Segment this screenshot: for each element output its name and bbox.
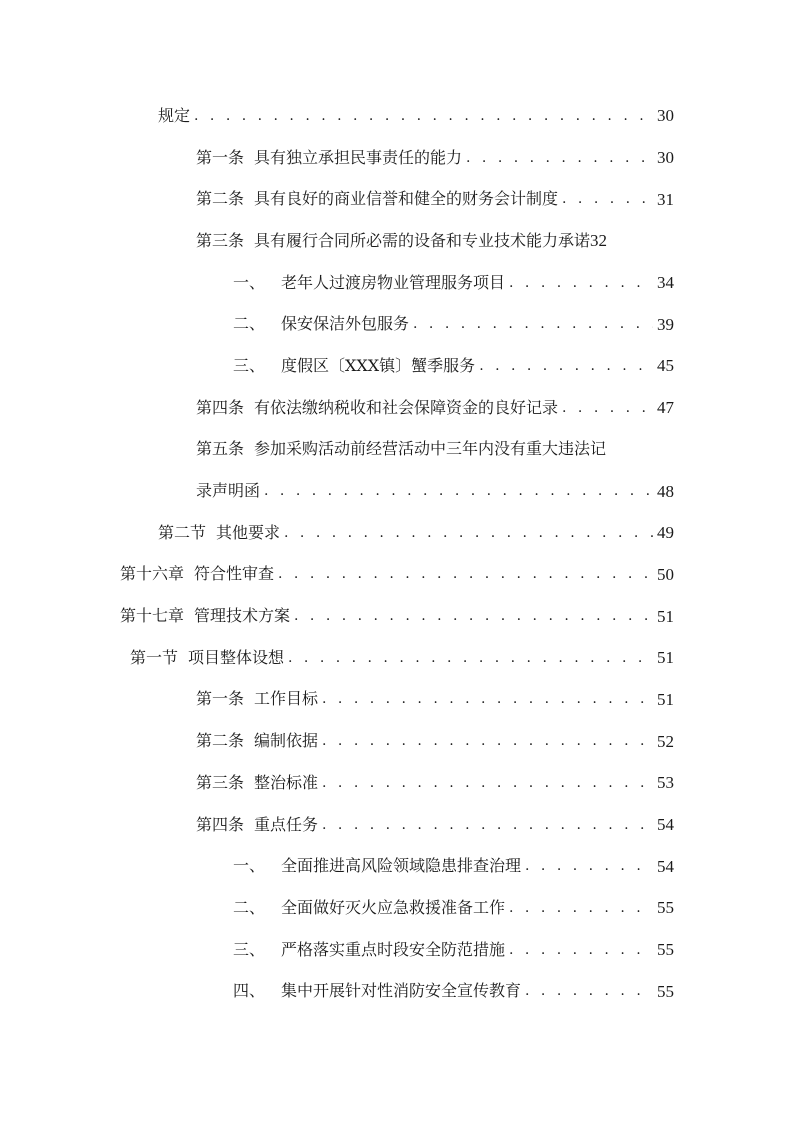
dot-leader <box>322 734 653 748</box>
toc-entry-title: 第十六章 符合性审查 <box>120 564 275 584</box>
toc-page-number: 51 <box>657 606 674 626</box>
toc-entry[interactable] <box>0 387 793 429</box>
toc-entry-title: 第三条 整治标准 <box>196 772 319 792</box>
toc-entry-title: 录声明函 <box>196 481 261 501</box>
toc-page-number: 31 <box>657 189 674 209</box>
toc-entry-title: 第十七章 管理技术方案 <box>120 606 291 626</box>
toc-entry[interactable] <box>0 929 793 971</box>
toc-entry-title: 第二条 编制依据 <box>196 731 319 751</box>
dot-leader <box>525 859 653 873</box>
toc-entry-title: 第五条 参加采购活动前经营活动中三年内没有重大违法记 <box>196 439 607 459</box>
toc-page-number: 53 <box>657 773 674 793</box>
toc-entry-title: 三、 度假区〔XXX镇〕蟹季服务 <box>233 355 476 375</box>
toc-entry-number: 第三条 <box>196 772 245 792</box>
dot-leader <box>322 692 653 706</box>
toc-entry-title: 第二条 具有良好的商业信誉和健全的财务会计制度 <box>196 189 559 209</box>
toc-entry-number: 第五条 <box>196 439 245 459</box>
toc-entry-title: 第一节 项目整体设想 <box>130 647 285 667</box>
toc-entry-number: 第二条 <box>196 731 245 751</box>
dot-leader <box>288 651 653 665</box>
toc-entry[interactable] <box>0 720 793 762</box>
toc-entry-number: 第一条 <box>196 147 245 167</box>
toc-page-number: 55 <box>657 898 674 918</box>
toc-entry-number: 第四条 <box>196 814 245 834</box>
toc-entry-number: 第一节 <box>130 647 179 667</box>
toc-entry-title: 第三条 具有履行合同所必需的设备和专业技术能力承诺 <box>196 230 591 250</box>
toc-entry[interactable] <box>0 845 793 887</box>
toc-page-number: 45 <box>657 356 674 376</box>
toc-entry[interactable] <box>0 429 793 471</box>
dot-leader <box>509 943 653 957</box>
dot-leader <box>509 276 653 290</box>
toc-entry-title: 二、 全面做好灭火应急救援准备工作 <box>233 897 506 917</box>
toc-entry-number: 四、 <box>233 981 266 1001</box>
dot-leader <box>294 609 653 623</box>
toc-page-number: 55 <box>657 981 674 1001</box>
toc-entry[interactable] <box>0 679 793 721</box>
dot-leader <box>284 526 653 540</box>
toc-entry[interactable] <box>0 637 793 679</box>
toc-entry[interactable] <box>0 804 793 846</box>
dot-leader <box>466 151 653 165</box>
toc-entry-title: 三、 严格落实重点时段安全防范措施 <box>233 939 506 959</box>
toc-page-number: 55 <box>657 940 674 960</box>
toc-page-number: 50 <box>657 564 674 584</box>
table-of-contents <box>0 95 793 1012</box>
toc-entry-title: 一、 全面推进高风险领域隐患排查治理 <box>233 856 522 876</box>
toc-entry-number: 一、 <box>233 272 266 292</box>
toc-page-number: 51 <box>657 648 674 668</box>
toc-entry[interactable] <box>0 95 793 137</box>
toc-page-number: 54 <box>657 815 674 835</box>
toc-entry[interactable] <box>0 512 793 554</box>
toc-entry-number: 第二条 <box>196 189 245 209</box>
toc-entry-number: 第一条 <box>196 689 245 709</box>
toc-entry-title: 第四条 重点任务 <box>196 814 319 834</box>
toc-page-number: 34 <box>657 273 674 293</box>
toc-page-number: 30 <box>657 148 674 168</box>
toc-entry[interactable] <box>0 762 793 804</box>
dot-leader <box>194 109 653 123</box>
dot-leader <box>509 901 653 915</box>
toc-entry-number: 二、 <box>233 897 266 917</box>
toc-page-number: 54 <box>657 856 674 876</box>
toc-entry-title: 规定 <box>158 105 191 125</box>
toc-entry-number: 三、 <box>233 355 266 375</box>
toc-page-number: 49 <box>657 523 674 543</box>
dot-leader <box>479 359 653 373</box>
toc-page-number: 30 <box>657 106 674 126</box>
toc-entry-number: 一、 <box>233 856 266 876</box>
toc-entry-title: 四、 集中开展针对性消防安全宣传教育 <box>233 981 522 1001</box>
toc-page-number: 51 <box>657 689 674 709</box>
dot-leader <box>322 818 653 832</box>
toc-entry-number: 第十七章 <box>120 606 185 626</box>
toc-entry[interactable] <box>0 220 793 262</box>
toc-entry-title: 二、 保安保洁外包服务 <box>233 314 410 334</box>
toc-entry[interactable] <box>0 262 793 304</box>
toc-entry[interactable] <box>0 345 793 387</box>
toc-page-number: 52 <box>657 731 674 751</box>
toc-entry[interactable] <box>0 137 793 179</box>
toc-page-number: 47 <box>657 398 674 418</box>
toc-page-number: 32 <box>590 231 608 251</box>
dot-leader <box>322 776 653 790</box>
toc-entry-number: 第四条 <box>196 397 245 417</box>
dot-leader <box>413 317 653 331</box>
dot-leader <box>278 567 653 581</box>
toc-entry[interactable] <box>0 887 793 929</box>
toc-entry-number: 第十六章 <box>120 564 185 584</box>
dot-leader <box>562 401 653 415</box>
toc-entry-title: 第二节 其他要求 <box>158 522 281 542</box>
toc-page-number: 39 <box>657 314 674 334</box>
toc-entry[interactable] <box>0 178 793 220</box>
toc-entry[interactable] <box>0 970 793 1012</box>
toc-entry[interactable] <box>0 554 793 596</box>
toc-entry-number: 第三条 <box>196 230 245 250</box>
dot-leader <box>562 192 653 206</box>
toc-entry-number: 第二节 <box>158 522 207 542</box>
dot-leader <box>525 984 653 998</box>
toc-entry-title: 第一条 具有独立承担民事责任的能力 <box>196 147 463 167</box>
toc-entry[interactable] <box>0 303 793 345</box>
toc-entry-title: 一、 老年人过渡房物业管理服务项目 <box>233 272 506 292</box>
toc-entry[interactable] <box>0 595 793 637</box>
toc-entry-title: 第一条 工作目标 <box>196 689 319 709</box>
toc-entry-number: 二、 <box>233 314 266 334</box>
toc-entry-continuation[interactable] <box>0 470 793 512</box>
toc-entry-number: 三、 <box>233 939 266 959</box>
toc-page-number: 48 <box>657 481 674 501</box>
toc-entry-title: 第四条 有依法缴纳税收和社会保障资金的良好记录 <box>196 397 559 417</box>
dot-leader <box>264 484 653 498</box>
